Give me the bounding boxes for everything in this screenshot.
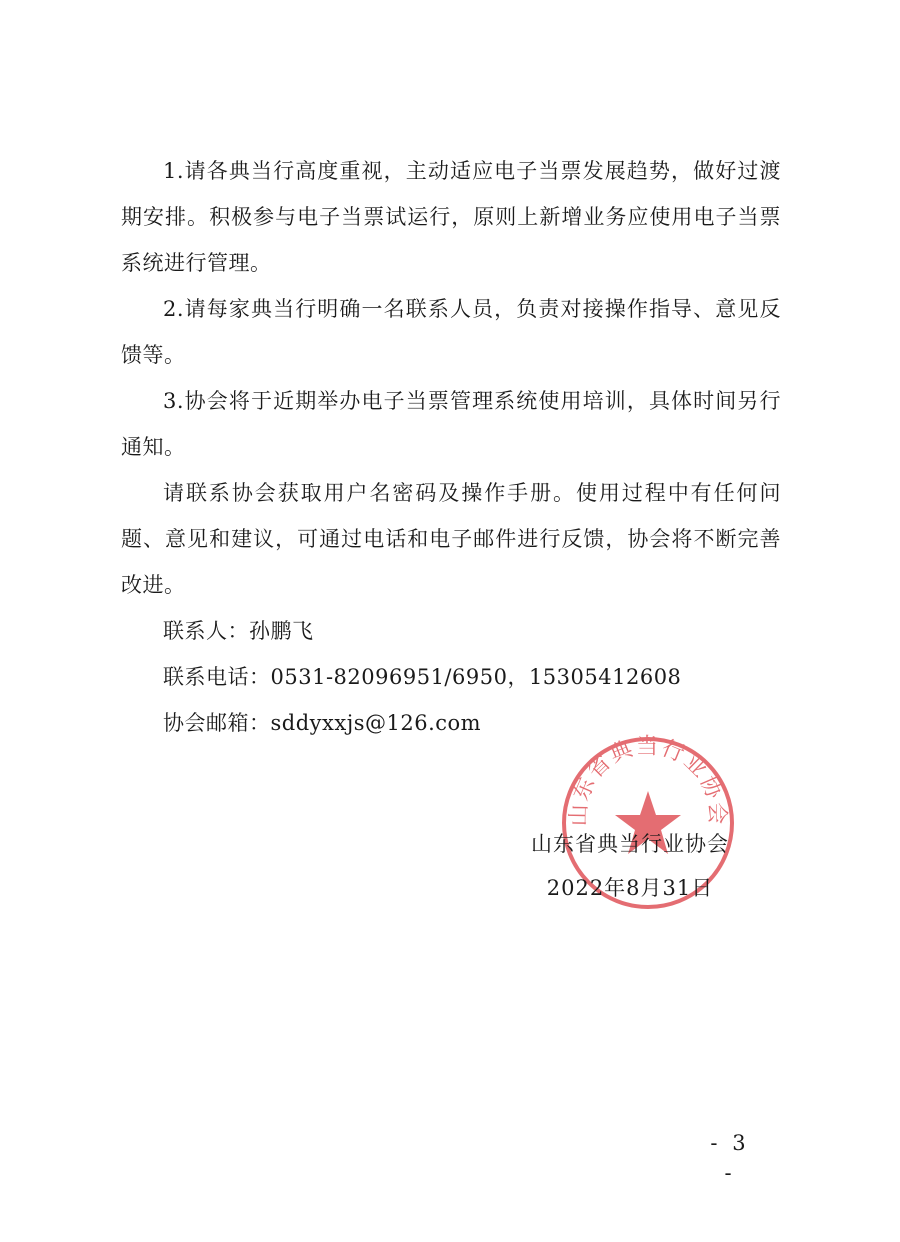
document-body <box>121 148 781 746</box>
signature-block <box>500 822 760 910</box>
paragraph-item-2: 2.请每家典当行明确一名联系人员，负责对接操作指导、意见反馈等。 <box>121 297 781 367</box>
contact-phone: 联系电话：0531-82096951/6950，15305412608 <box>163 665 682 689</box>
seal-text: 山东省典当行业协会 <box>566 734 730 827</box>
paragraph-item-3: 3.协会将于近期举办电子当票管理系统使用培训，具体时间另行通知。 <box>121 389 781 459</box>
signature-date: 2022年8月31日 <box>546 876 714 900</box>
contact-person: 联系人：孙鹏飞 <box>163 619 314 643</box>
paragraph-contact-info: 请联系协会获取用户名密码及操作手册。使用过程中有任何问题、意见和建议，可通过电话和电子邮件进行反馈，协会将不断完善改进。 <box>121 481 781 597</box>
page-number: - 3 - <box>710 1131 750 1185</box>
contact-email: 协会邮箱：sddyxxjs@126.com <box>163 711 482 735</box>
paragraph-item-1: 1.请各典当行高度重视，主动适应电子当票发展趋势，做好过渡期安排。积极参与电子当票试运行，原则上新增业务应使用电子当票系统进行管理。 <box>121 159 781 275</box>
signature-organization: 山东省典当行业协会 <box>531 832 729 856</box>
